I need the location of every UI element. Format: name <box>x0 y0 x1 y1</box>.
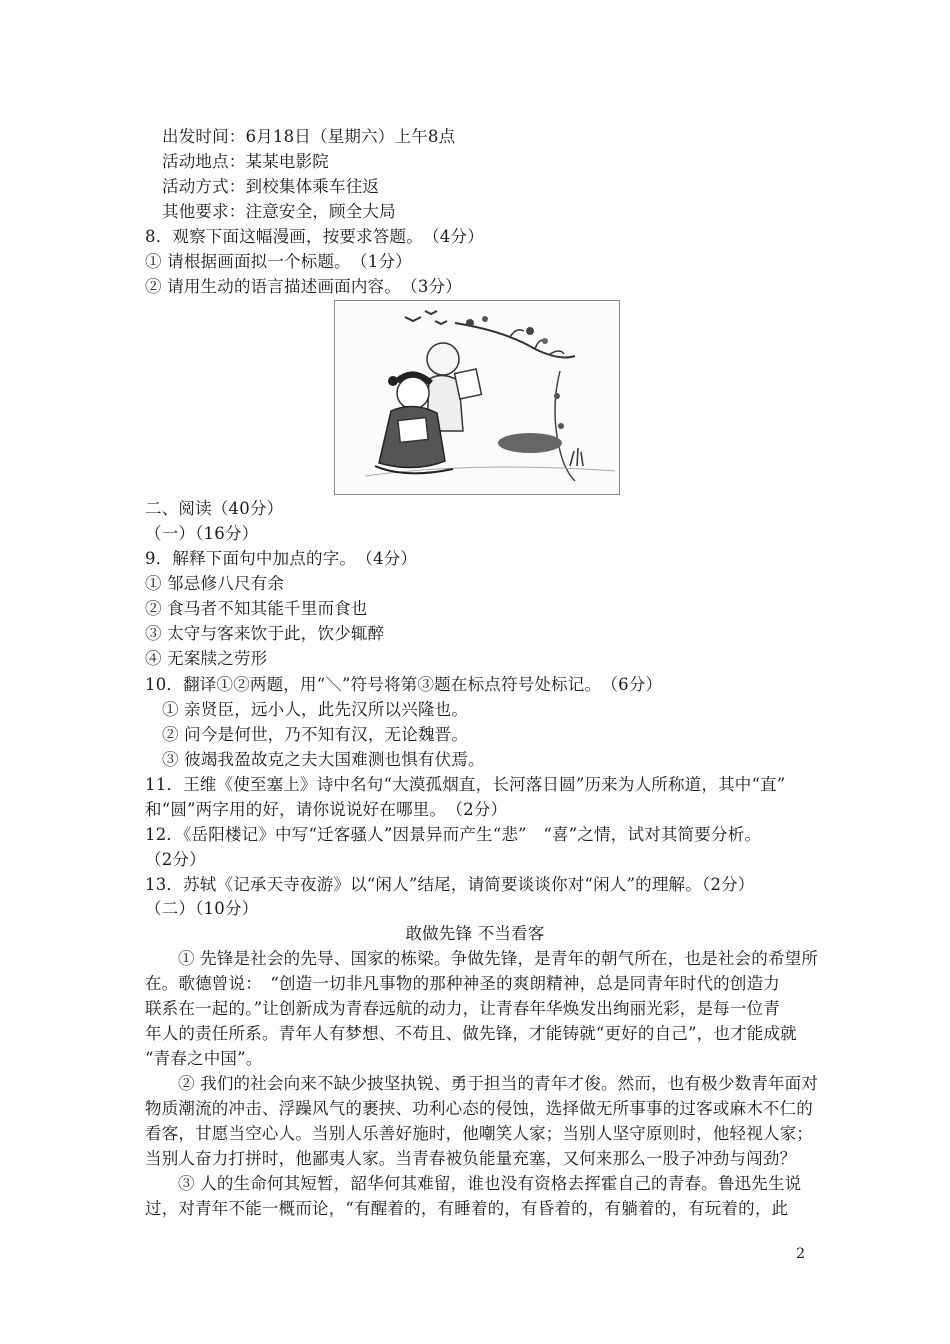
question-12-line-1: 12．《岳阳楼记》中写“迁客骚人”因景异而产生“悲” “喜”之情，试对其简要分析。 <box>145 825 762 844</box>
section-2-part-1: （一）（16分） <box>145 524 259 543</box>
article-p3-line-1: ③ 人的生命何其短暂，韶华何其难留，谁也没有资格去挥霍自己的青春。鲁迅先生说 <box>178 1174 802 1193</box>
article-p2-line-1: ② 我们的社会向来不缺少披坚执锐、勇于担当的青年才俊。然而，也有极少数青年面对 <box>178 1074 819 1093</box>
info-departure-time: 出发时间：6月18日（星期六）上午8点 <box>162 127 456 146</box>
article-p2-line-4: 当别人奋力打拼时，他鄙夷人家。当青春被负能量充塞，又何来那么一股子冲劲与闯劲？ <box>145 1149 797 1168</box>
article-p1-line-4: 年人的责任所系。青年人有梦想、不苟且、做先锋，才能铸就“更好的自己”，也才能成就 <box>145 1024 797 1043</box>
article-p1-line-5: “青春之中国”。 <box>145 1049 263 1068</box>
article-title: 敢做先锋 不当看客 <box>405 924 545 943</box>
article-p3-line-2: 过，对青年不能一概而论，“有醒着的，有睡着的，有昏着的，有躺着的，有玩着的，此 <box>145 1199 789 1218</box>
info-requirements: 其他要求：注意安全，顾全大局 <box>162 202 396 221</box>
question-8: 8．观察下面这幅漫画，按要求答题。 （4分） <box>145 227 484 246</box>
question-9-item-2: ② 食马者不知其能千里而食也 <box>145 599 368 618</box>
info-location: 活动地点：某某电影院 <box>162 152 329 171</box>
question-10-item-3: ③ 彼竭我盈故克之夫大国难测也惧有伏焉。 <box>162 750 485 769</box>
section-2-heading: 二、阅读（40分） <box>145 499 284 518</box>
section-2-part-2: （二）（10分） <box>145 899 259 918</box>
question-9-item-1: ① 邹忌修八尺有余 <box>145 574 285 593</box>
article-p1-line-1: ① 先锋是社会的先导、国家的栋梁。争做先锋，是青年的朝气所在，也是社会的希望所 <box>178 949 819 968</box>
question-10-item-1: ① 亲贤臣，远小人，此先汉所以兴隆也。 <box>162 700 469 719</box>
question-11-line-1: 11．王维《使至塞上》诗中名句“大漠孤烟直，长河落日圆”历来为人所称道，其中“直” <box>145 775 786 794</box>
question-8-sub-2: ② 请用生动的语言描述画面内容。 （3分） <box>145 277 462 296</box>
article-p2-line-3: 看客，甘愿当空心人。当别人乐善好施时，他嘲笑人家；当别人坚守原则时，他轻视人家； <box>145 1124 813 1143</box>
question-10-item-2: ② 问今是何世，乃不知有汉，无论魏晋。 <box>162 725 469 744</box>
question-13: 13．苏轼《记承天寺夜游》以“闲人”结尾，请简要谈谈你对“闲人”的理解。（2分） <box>145 875 755 894</box>
article-p2-line-2: 物质潮流的冲击、浮躁风气的裹挟、功利心态的侵蚀，选择做无所事事的过客或麻木不仁的 <box>145 1099 813 1118</box>
question-12-line-2: （2分） <box>145 850 206 869</box>
cartoon-illustration <box>334 300 620 495</box>
question-11-line-2: 和“圆”两字用的好，请你说说好在哪里。 （2分） <box>145 800 508 819</box>
question-8-sub-1: ① 请根据画面拟一个标题。 （1分） <box>145 252 412 271</box>
article-p1-line-2: 在。歌德曾说： “创造一切非凡事物的那种神圣的爽朗精神，总是同青年时代的创造力 <box>145 974 780 993</box>
info-method: 活动方式：到校集体乘车往返 <box>162 177 380 196</box>
question-10: 10．翻译①②两题，用“＼”符号将第③题在标点符号处标记。 （6分） <box>145 675 663 694</box>
children-reading-cartoon <box>335 301 619 494</box>
article-p1-line-3: 联系在一起的。”让创新成为青春远航的动力，让青春年华焕发出绚丽光彩，是每一位青 <box>145 999 780 1018</box>
question-9-item-3: ③ 太守与客来饮于此，饮少辄醉 <box>145 624 385 643</box>
question-9: 9．解释下面句中加点的字。 （4分） <box>145 549 418 568</box>
page-number: 2 <box>796 1246 805 1262</box>
question-9-item-4: ④ 无案牍之劳形 <box>145 649 268 668</box>
